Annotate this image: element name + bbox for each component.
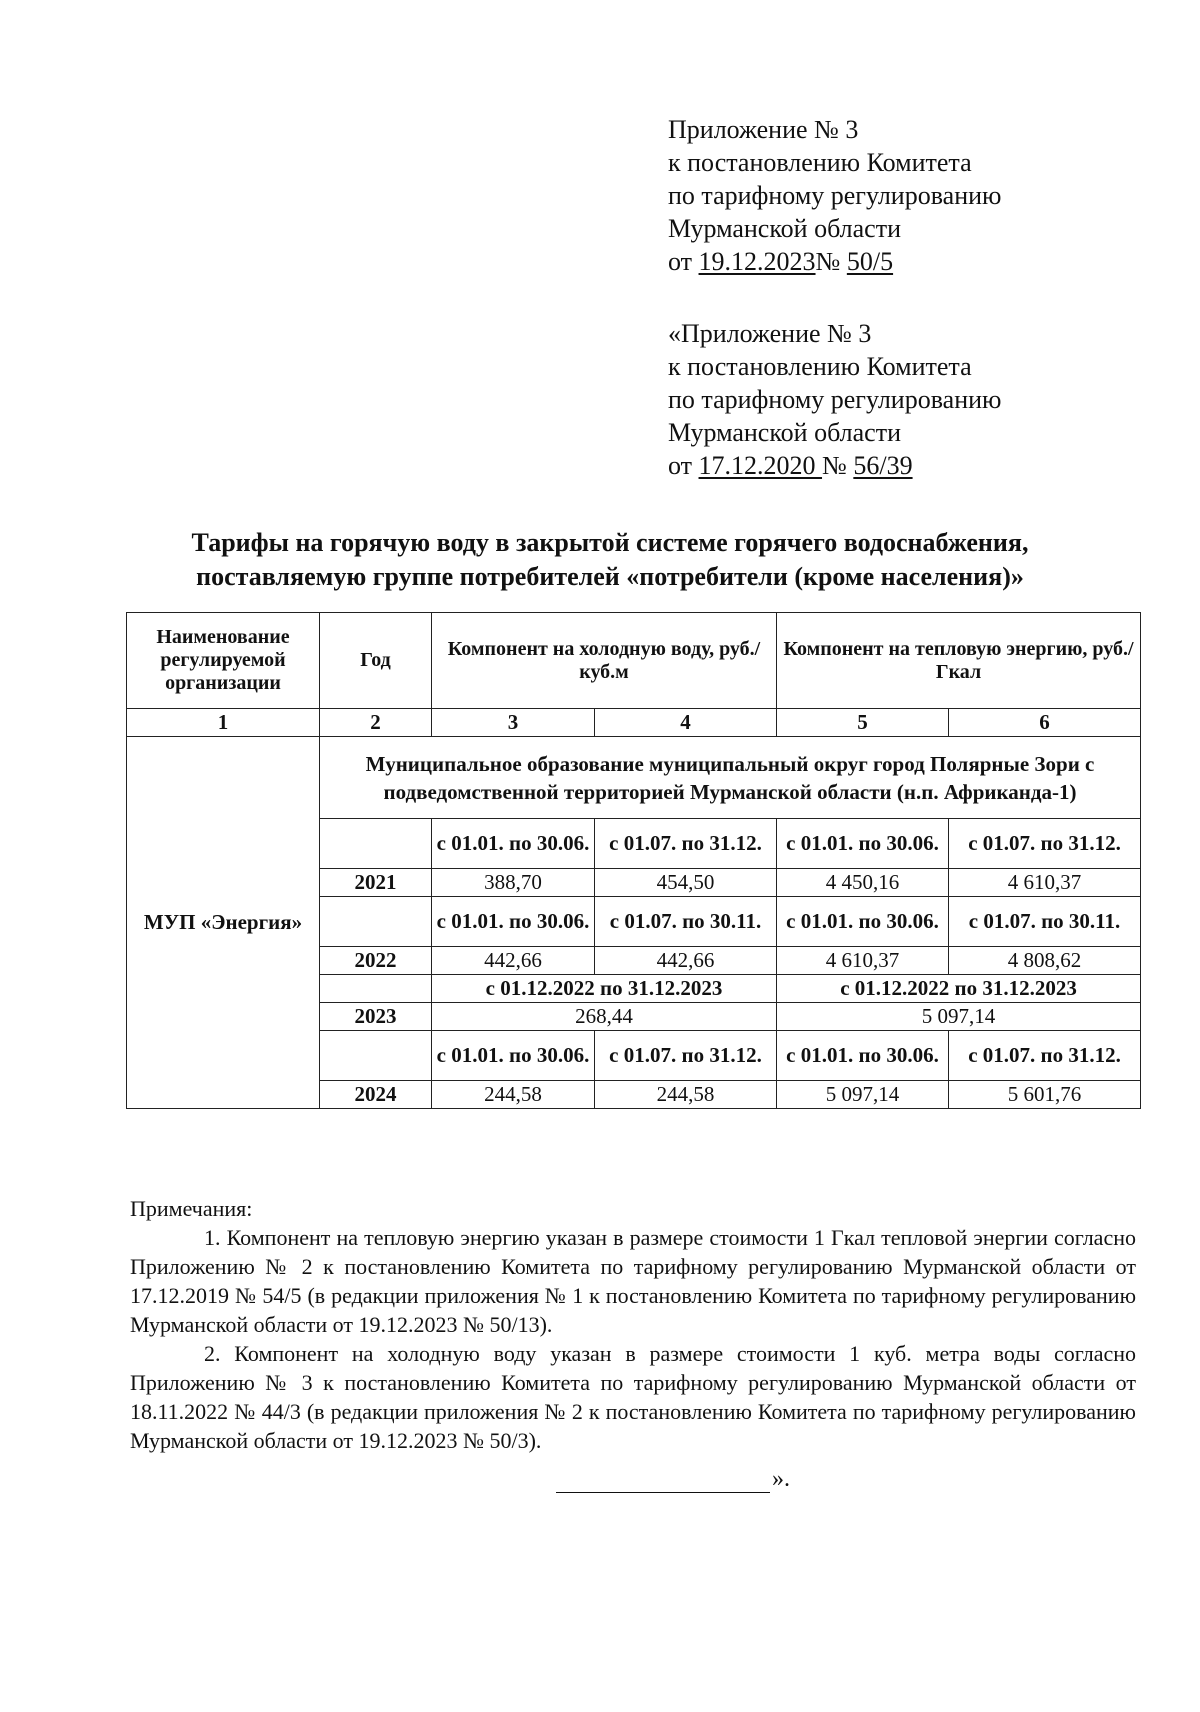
year-spacer [320,975,432,1003]
period-cell: с 01.01. по 30.06. [777,1031,949,1081]
closing-mark [556,1466,790,1493]
annex-header-previous [668,317,1001,482]
annex-date: 17.12.2020 [698,451,823,480]
annex-number: 56/39 [853,451,913,480]
period-cell: с 01.07. по 31.12. [949,819,1141,869]
annex-line: Мурманской области [668,214,901,243]
value-cell: 4 808,62 [949,947,1141,975]
annex-line: «Приложение № 3 [668,319,872,348]
date-prefix: от [668,451,699,480]
period-cell: с 01.01. по 30.06. [432,897,595,947]
col-number: 4 [595,709,777,737]
title-line: Тарифы на горячую воду в закрытой системе горячего водоснабжения, [191,528,1029,557]
annex-line: Мурманской области [668,418,901,447]
closing-rule [556,1470,770,1493]
year-spacer [320,897,432,947]
header-cold-water: Компонент на холодную воду, руб./куб.м [432,613,777,709]
annex-line: по тарифному регулированию [668,385,1002,414]
value-cell: 5 601,76 [949,1081,1141,1109]
annex-line: по тарифному регулированию [668,181,1002,210]
column-number-row [127,709,1141,737]
year-cell: 2024 [320,1081,432,1109]
notes-heading: Примечания: [130,1196,253,1221]
value-cell: 5 097,14 [777,1081,949,1109]
value-cell: 388,70 [432,869,595,897]
annex-header-current [668,113,1001,278]
value-cell: 442,66 [432,947,595,975]
period-cell: с 01.12.2022 по 31.12.2023 [777,975,1141,1003]
period-cell: с 01.07. по 31.12. [949,1031,1141,1081]
year-cell: 2022 [320,947,432,975]
table-header-row [127,613,1141,709]
col-number: 2 [320,709,432,737]
period-cell: с 01.07. по 30.11. [949,897,1141,947]
title-line: поставляемую группе потребителей «потребители (кроме населения)» [196,562,1024,591]
col-number: 1 [127,709,320,737]
annex-number: 50/5 [846,247,894,276]
period-cell: с 01.01. по 30.06. [777,819,949,869]
header-heat-energy: Компонент на тепловую энергию, руб./Гкал [777,613,1141,709]
organization-cell: МУП «Энергия» [127,737,320,1109]
tariff-table [126,612,1141,1109]
value-cell: 5 097,14 [777,1003,1141,1031]
note-item: 1. Компонент на тепловую энергию указан в размере стоимости 1 Гкал тепловой энергии согласно Приложению № 2 к постановлению Комитета по тарифному регулированию Мурманской области от 17.12.2019 № 54/5 (в редакции приложения № 1 к постановлению Комитета по тарифному регулированию Мурманской области от 19.12.2023 № 50/13). [130,1225,1136,1337]
annex-line: Приложение № 3 [668,115,859,144]
note-item: 2. Компонент на холодную воду указан в размере стоимости 1 куб. метра воды согласно Приложению № 3 к постановлению Комитета по тарифному регулированию Мурманской области от 18.11.2022 № 44/3 (в редакции приложения № 2 к постановлению Комитета по тарифному регулированию Мурманской области от 19.12.2023 № 50/3). [130,1341,1136,1453]
municipality-row [127,737,1141,819]
period-cell: с 01.12.2022 по 31.12.2023 [432,975,777,1003]
year-spacer [320,819,432,869]
annex-date-line [668,245,1001,278]
notes-section [130,1194,1136,1455]
period-cell: с 01.01. по 30.06. [432,819,595,869]
value-cell: 4 610,37 [949,869,1141,897]
closing-quote: ». [772,1466,790,1492]
header-org: Наименование регулируемой организации [127,613,320,709]
period-cell: с 01.07. по 31.12. [595,1031,777,1081]
value-cell: 442,66 [595,947,777,975]
year-cell: 2021 [320,869,432,897]
number-prefix: № [822,451,854,480]
period-cell: с 01.07. по 31.12. [595,819,777,869]
value-cell: 4 450,16 [777,869,949,897]
value-cell: 268,44 [432,1003,777,1031]
header-year: Год [320,613,432,709]
date-prefix: от [668,247,699,276]
col-number: 6 [949,709,1141,737]
annex-line: к постановлению Комитета [668,352,972,381]
value-cell: 454,50 [595,869,777,897]
value-cell: 244,58 [595,1081,777,1109]
municipality-name: Муниципальное образование муниципальный округ город Полярные Зори с подведомственной территорией Мурманской области (н.п. Африканда-1) [320,737,1141,819]
period-cell: с 01.07. по 30.11. [595,897,777,947]
period-cell: с 01.01. по 30.06. [777,897,949,947]
annex-date-line [668,449,1001,482]
annex-date: 19.12.2023 [698,247,816,276]
number-prefix: № [815,247,847,276]
value-cell: 244,58 [432,1081,595,1109]
year-spacer [320,1031,432,1081]
document-title [120,526,1100,594]
annex-line: к постановлению Комитета [668,148,972,177]
col-number: 3 [432,709,595,737]
year-cell: 2023 [320,1003,432,1031]
col-number: 5 [777,709,949,737]
value-cell: 4 610,37 [777,947,949,975]
period-cell: с 01.01. по 30.06. [432,1031,595,1081]
